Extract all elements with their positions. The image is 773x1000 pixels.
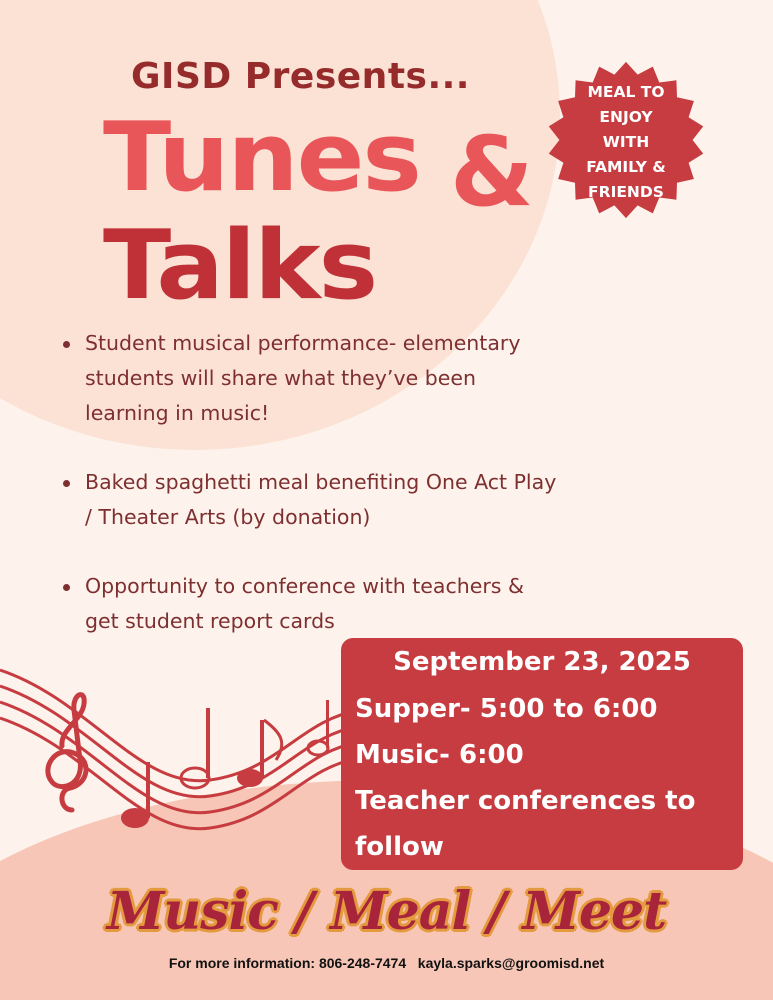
meal-badge <box>545 40 707 240</box>
list-item <box>58 465 558 535</box>
list-item-text: Student musical performance- elementary students will share what they’ve been learning in music! <box>85 331 521 425</box>
contact-label: For more information: <box>168 955 316 971</box>
supper-time: Supper- 5:00 to 6:00 <box>355 694 658 724</box>
tagline: Music / Meal / Meet <box>106 881 667 942</box>
list-item <box>58 326 558 431</box>
conferences-line2: follow <box>355 832 444 862</box>
title-ampersand: & <box>450 116 534 228</box>
title-talks: Talks <box>103 209 377 321</box>
list-item-text: Baked spaghetti meal benefiting One Act Play / Theater Arts (by donation) <box>85 470 557 529</box>
music-time: Music- 6:00 <box>355 740 524 770</box>
conferences-line1: Teacher conferences to <box>355 786 696 816</box>
bullet-icon <box>63 584 70 591</box>
title-tunes: Tunes <box>103 101 420 213</box>
contact-email[interactable]: kayla.sparks@groomisd.net <box>417 955 605 971</box>
bullet-icon <box>63 480 70 487</box>
bullet-icon <box>63 341 70 348</box>
contact-phone: 806-248-7474 <box>318 955 407 971</box>
list-item <box>58 569 558 639</box>
presents-heading: GISD Presents... <box>131 56 470 97</box>
music-staff-icon <box>0 650 360 850</box>
contact-info <box>0 955 773 971</box>
list-item-text: Opportunity to conference with teachers & get student report cards <box>85 574 524 633</box>
event-date: September 23, 2025 <box>393 647 691 677</box>
feature-list <box>58 326 558 673</box>
badge-text: MEAL TO ENJOY WITH FAMILY & FRIENDS <box>586 83 666 201</box>
event-details-box <box>341 638 743 870</box>
